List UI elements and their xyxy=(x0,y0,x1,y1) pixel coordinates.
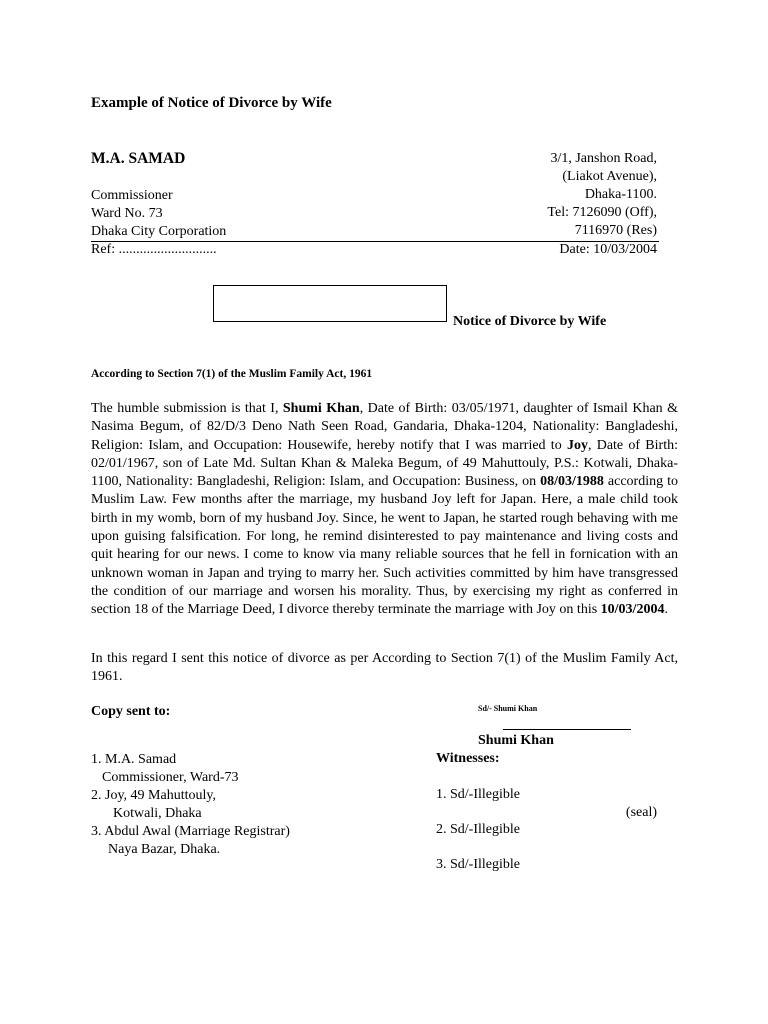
list-item: 1. M.A. Samad xyxy=(91,752,177,767)
seal-label: (seal) xyxy=(625,805,657,820)
body-text: according to Muslim Law. Few months after the marriage, my husband Joy left for Japan. Here, a male child took birth in my womb, born of my husband Joy. Since, he went to Japan, he started rough behaving with me upon guising falsification. For long, he remind disinterested to pay maintenance and living costs and quit hearing for our news. I come to know via many reliable sources that he fell in fornication with an unknown woman in Japan and trying to marry her. Such activities committed by him have transgressed the condition of our marriage and worsen his morality. Thus, by exercising my right as conferred in section 18 of the Marriage Deed, I divorce thereby terminate the marriage with Joy on this xyxy=(91,474,678,618)
witness-3: 3. Sd/-Illegible xyxy=(436,857,520,872)
husband-name: Joy xyxy=(566,437,588,453)
body-text: The humble submission is that I, xyxy=(91,401,283,416)
sender-ward: Ward No. 73 xyxy=(91,206,163,221)
body-text: , Date of Birth: 03/05/1971, daughter of Ismail Khan & Nasima Begum, of 82/D/3 Deno Nath Seen Road, Gandaria, Dhaka-1204, Nationality: Bangladeshi, Religion: Islam, and Occupation: Housewife, hereby notify that I was married to xyxy=(91,401,679,453)
witness-2: 2. Sd/-Illegible xyxy=(436,822,520,837)
body-paragraph-1 xyxy=(91,400,678,620)
blank-box xyxy=(213,285,447,322)
copy-sent-label: Copy sent to: xyxy=(91,704,171,719)
signatory-name: Shumi Khan xyxy=(478,733,554,748)
body-paragraph-2: In this regard I sent this notice of divorce as per According to Section 7(1) of the Muslim Family Act, 1961. xyxy=(91,651,678,685)
marriage-date: 08/03/1988 xyxy=(540,474,604,490)
body-text: , Date of Birth: 02/01/1967, son of Late Md. Sultan Khan & Maleka Begum, of 49 Mahuttouly, P.S.: Kotwali, Dhaka-1100, Nationality: Bangladeshi, Religion: Islam, and Occupation: Business, on xyxy=(91,437,678,490)
notice-title: Notice of Divorce by Wife xyxy=(453,314,607,329)
signature-sd: Sd/- Shumi Khan xyxy=(478,704,538,713)
list-item: 2. Joy, 49 Mahuttouly, xyxy=(91,788,216,803)
list-item: 3. Abdul Awal (Marriage Registrar) xyxy=(91,824,290,839)
telephone-residence: 7116970 (Res) xyxy=(574,223,657,238)
notice-date: Date: 10/03/2004 xyxy=(559,242,657,257)
copy-recipient-list xyxy=(91,751,290,859)
wife-name: Shumi Khan xyxy=(282,401,360,416)
sender-corporation: Dhaka City Corporation xyxy=(91,224,227,239)
reference-number: Ref: ............................ xyxy=(91,242,217,257)
list-item: Kotwali, Dhaka xyxy=(113,806,202,821)
list-item: Commissioner, Ward-73 xyxy=(102,770,239,785)
divorce-date: 10/03/2004 xyxy=(600,602,665,618)
witness-1: 1. Sd/-Illegible xyxy=(436,787,520,802)
body-text: . xyxy=(664,602,668,618)
section-heading: According to Section 7(1) of the Muslim Family Act, 1961 xyxy=(91,368,373,380)
signature-line xyxy=(503,729,631,730)
sender-name: M.A. SAMAD xyxy=(91,150,186,167)
sender-address xyxy=(547,150,657,240)
list-item: Naya Bazar, Dhaka. xyxy=(108,842,221,857)
witnesses-label: Witnesses: xyxy=(436,751,500,766)
document-title: Example of Notice of Divorce by Wife xyxy=(91,95,332,111)
address-line-2: (Liakot Avenue), xyxy=(562,169,657,184)
sender-details xyxy=(91,187,226,241)
address-line-3: Dhaka-1100. xyxy=(584,187,657,202)
telephone-office: Tel: 7126090 (Off), xyxy=(547,205,657,220)
sender-designation: Commissioner xyxy=(91,188,173,203)
address-line-1: 3/1, Janshon Road, xyxy=(550,151,657,166)
